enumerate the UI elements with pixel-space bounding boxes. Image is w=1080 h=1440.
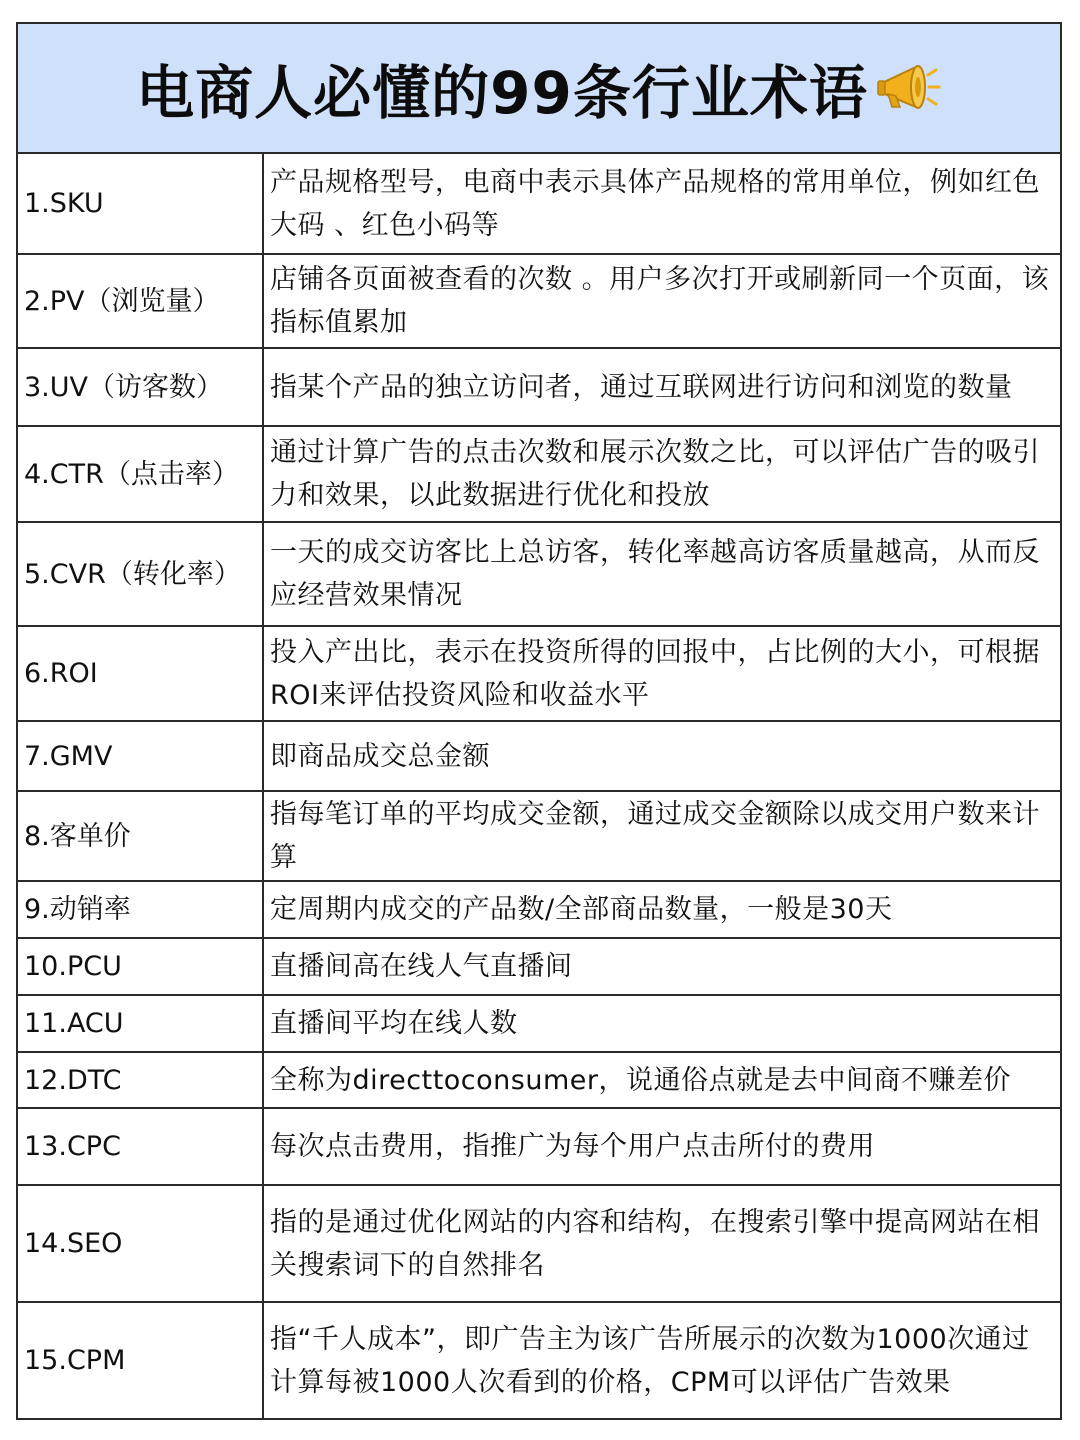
term-cell: 12.DTC: [18, 1052, 263, 1108]
table-row: [18, 626, 1060, 721]
terms-table: [18, 154, 1060, 1418]
term-cell: 4.CTR（点击率）: [18, 426, 263, 522]
table-row: [18, 1108, 1060, 1185]
description-cell: 指“千人成本”，即广告主为该广告所展示的次数为1000次通过计算每被1000人次看到的价格，CPM可以评估广告效果: [270, 1323, 1030, 1398]
term-cell: 15.CPM: [18, 1302, 263, 1418]
table-row: [18, 995, 1060, 1052]
megaphone-icon: [876, 61, 942, 115]
term-cell: 3.UV（访客数）: [18, 348, 263, 426]
description-cell: 指某个产品的独立访问者，通过互联网进行访问和浏览的数量: [263, 348, 1060, 426]
description-cell: 通过计算广告的点击次数和展示次数之比，可以评估广告的吸引力和效果，以此数据进行优化和投放: [263, 426, 1060, 522]
description-cell: 指每笔订单的平均成交金额，通过成交金额除以成交用户数来计算: [263, 791, 1060, 881]
table-row: [18, 1052, 1060, 1108]
table-row: [18, 348, 1060, 426]
term-cell: 9.动销率: [18, 881, 263, 938]
term-cell: 11.ACU: [18, 995, 263, 1052]
term-cell: 2.PV（浏览量）: [18, 254, 263, 348]
term-cell: 7.GMV: [18, 721, 263, 791]
description-cell: 全称为directtoconsumer，说通俗点就是去中间商不赚差价: [263, 1052, 1060, 1108]
table-row: [18, 154, 1060, 254]
table-row: [18, 791, 1060, 881]
table-row: [18, 938, 1060, 995]
description-cell: 即商品成交总金额: [263, 721, 1060, 791]
table-row: [18, 254, 1060, 348]
term-cell: 8.客单价: [18, 791, 263, 881]
table-row: [18, 881, 1060, 938]
description-cell: 一天的成交访客比上总访客，转化率越高访客质量越高，从而反应经营效果情况: [263, 522, 1060, 626]
term-cell: 13.CPC: [18, 1108, 263, 1185]
description-cell: 店铺各页面被查看的次数 。用户多次打开或刷新同一个页面，该指标值累加: [263, 254, 1060, 348]
term-cell: 5.CVR（转化率）: [18, 522, 263, 626]
table-row: [18, 522, 1060, 626]
description-cell: 投入产出比，表示在投资所得的回报中，占比例的大小，可根据ROI来评估投资风险和收益水平: [263, 626, 1060, 721]
description-cell: 每次点击费用，指推广为每个用户点击所付的费用: [263, 1108, 1060, 1185]
term-cell: 6.ROI: [18, 626, 263, 721]
page-title: 电商人必懂的99条行业术语: [136, 59, 868, 127]
table-row: [18, 1302, 1060, 1418]
description-cell: 直播间平均在线人数: [263, 995, 1060, 1052]
description-cell: 指的是通过优化网站的内容和结构，在搜索引擎中提高网站在相关搜索词下的自然排名: [263, 1185, 1060, 1302]
term-cell: 14.SEO: [18, 1185, 263, 1302]
description-cell: 产品规格型号，电商中表示具体产品规格的常用单位，例如红色大码 、红色小码等: [263, 154, 1060, 254]
title-bar: [18, 24, 1060, 154]
table-row: [18, 1185, 1060, 1302]
term-cell: 10.PCU: [18, 938, 263, 995]
table-row: [18, 721, 1060, 791]
description-cell: 定周期内成交的产品数/全部商品数量，一般是30天: [263, 881, 1060, 938]
table-row: [18, 426, 1060, 522]
description-cell: 直播间高在线人气直播间: [263, 938, 1060, 995]
term-cell: 1.SKU: [18, 154, 263, 254]
glossary-sheet: [16, 22, 1062, 1420]
